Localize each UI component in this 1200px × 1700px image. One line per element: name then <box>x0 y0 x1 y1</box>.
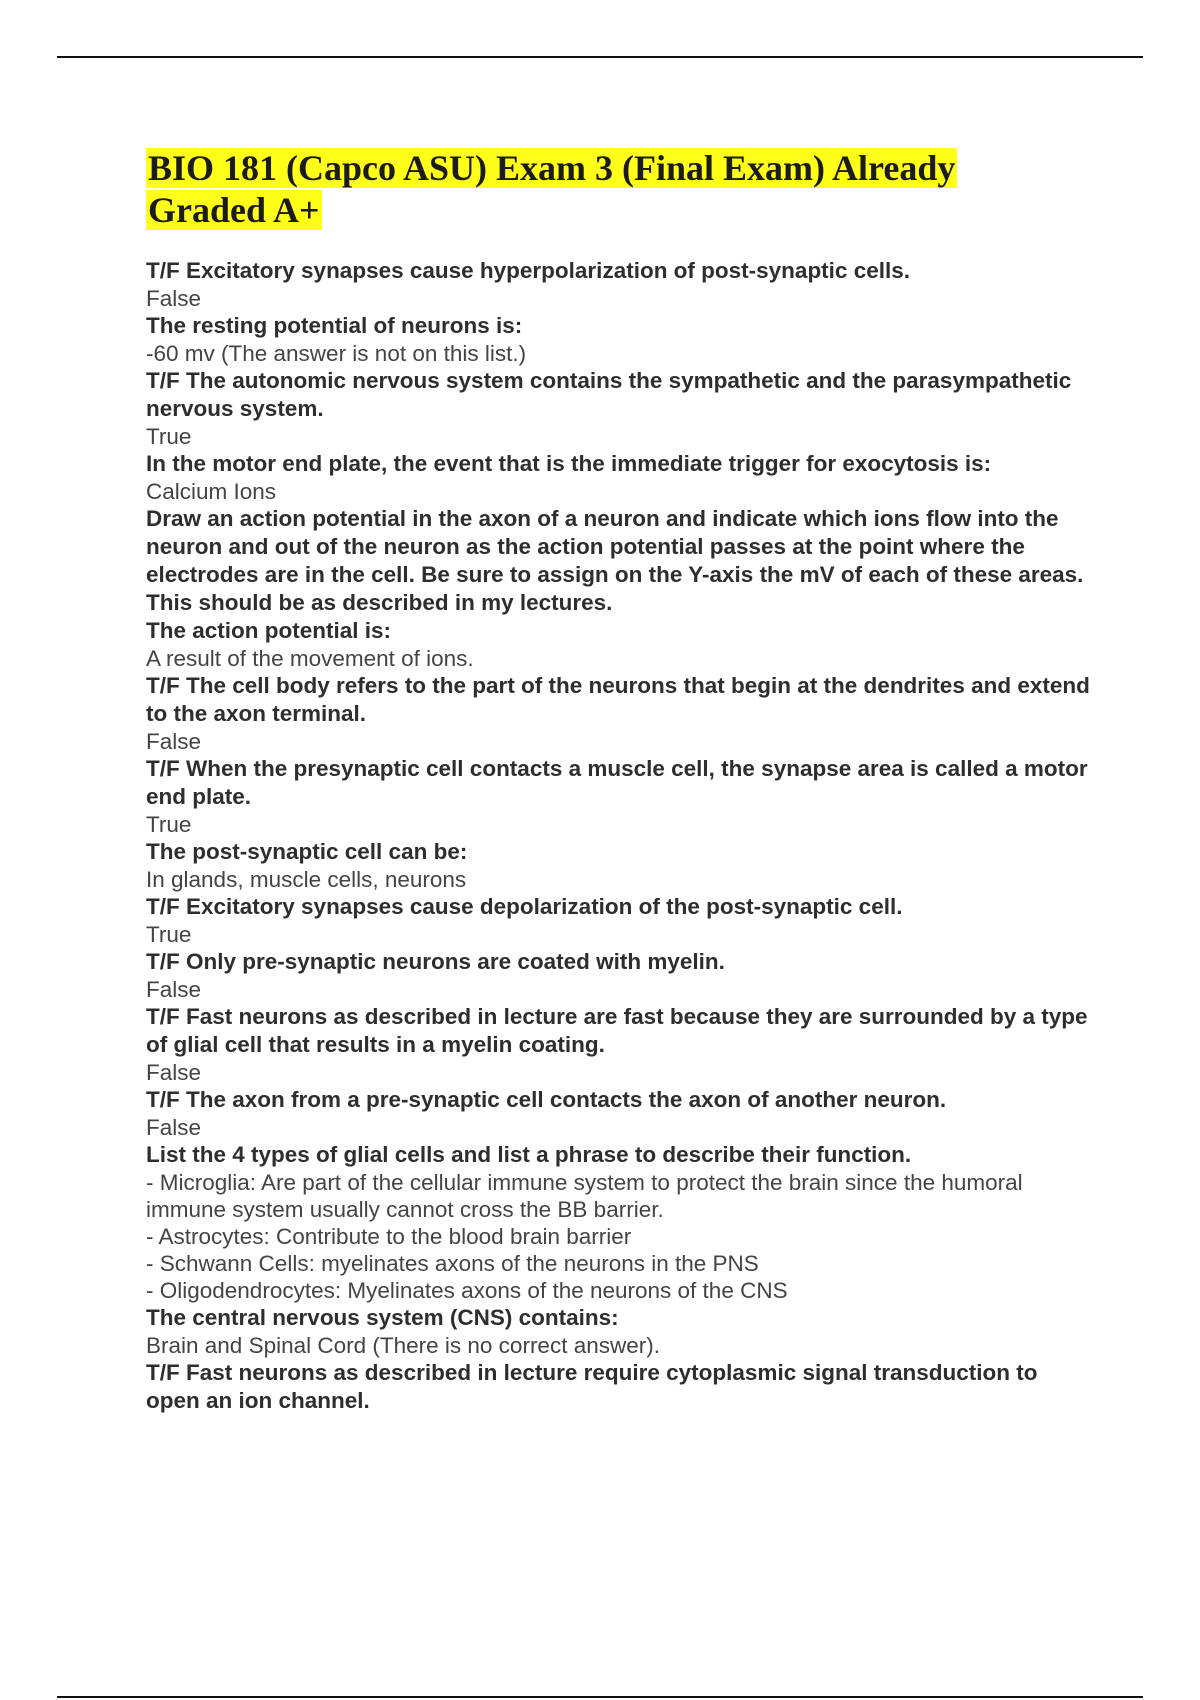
question-text: T/F Excitatory synapses cause hyperpolarization of post-synaptic cells. <box>146 258 910 283</box>
answer-text: False <box>146 729 202 754</box>
qa-list <box>146 257 1096 1415</box>
question-text: In the motor end plate, the event that is the immediate trigger for exocytosis is: <box>146 451 992 476</box>
answer-text: False <box>146 977 202 1002</box>
question-text: T/F Excitatory synapses cause depolarization of the post-synaptic cell. <box>146 894 903 919</box>
question-text: T/F When the presynaptic cell contacts a muscle cell, the synapse area is called a motor end plate. <box>146 756 1088 809</box>
question-text: The action potential is: <box>146 618 392 643</box>
top-rule <box>57 56 1143 58</box>
qa-item <box>146 1141 1096 1304</box>
answer-text: False <box>146 286 202 311</box>
answer-text: Brain and Spinal Cord (There is no correct answer). <box>146 1333 660 1358</box>
qa-item <box>146 948 1096 1003</box>
question-text: T/F Only pre-synaptic neurons are coated with myelin. <box>146 949 725 974</box>
question-text: T/F The autonomic nervous system contains the sympathetic and the parasympathetic nervous system. <box>146 368 1072 421</box>
qa-item <box>146 617 1096 672</box>
answer-text: True <box>146 922 192 947</box>
answer-text: False <box>146 1060 202 1085</box>
answer-text: Calcium Ions <box>146 479 277 504</box>
answer-text: - Schwann Cells: myelinates axons of the neurons in the PNS <box>146 1251 759 1276</box>
document-title <box>146 147 1026 231</box>
answer-text: True <box>146 812 192 837</box>
question-text: The central nervous system (CNS) contains: <box>146 1305 619 1330</box>
qa-item <box>146 1086 1096 1141</box>
document-body <box>146 147 1096 1415</box>
qa-item <box>146 672 1096 755</box>
document-title-text: BIO 181 (Capco ASU) Exam 3 (Final Exam) Already Graded A+ <box>148 148 956 230</box>
qa-item <box>146 257 1096 312</box>
qa-item <box>146 1304 1096 1359</box>
qa-item <box>146 367 1096 450</box>
answer-text: A result of the movement of ions. <box>146 646 474 671</box>
question-text: List the 4 types of glial cells and list a phrase to describe their function. <box>146 1142 912 1167</box>
qa-item <box>146 893 1096 948</box>
qa-item <box>146 505 1096 617</box>
answer-text: - Astrocytes: Contribute to the blood brain barrier <box>146 1224 632 1249</box>
qa-item <box>146 755 1096 838</box>
qa-item <box>146 1003 1096 1086</box>
question-text: T/F The cell body refers to the part of the neurons that begin at the dendrites and extend to the axon terminal. <box>146 673 1090 726</box>
question-text: Draw an action potential in the axon of a neuron and indicate which ions flow into the neuron and out of the neuron as the action potential passes at the point where the electrodes are in the cell. Be sure to assign on the Y-axis the mV of each of these areas. This should be as described in my lectures. <box>146 506 1084 615</box>
answer-text: - Oligodendrocytes: Myelinates axons of the neurons of the CNS <box>146 1278 788 1303</box>
question-text: The post-synaptic cell can be: <box>146 839 468 864</box>
answer-text: -60 mv (The answer is not on this list.) <box>146 341 527 366</box>
question-text: T/F The axon from a pre-synaptic cell contacts the axon of another neuron. <box>146 1087 947 1112</box>
qa-item <box>146 450 1096 505</box>
qa-item <box>146 312 1096 367</box>
answer-text: True <box>146 424 192 449</box>
answer-text: In glands, muscle cells, neurons <box>146 867 467 892</box>
answer-text: False <box>146 1115 202 1140</box>
qa-item <box>146 838 1096 893</box>
question-text: The resting potential of neurons is: <box>146 313 523 338</box>
question-text: T/F Fast neurons as described in lecture are fast because they are surrounded by a type of glial cell that results in a myelin coating. <box>146 1004 1088 1057</box>
qa-item <box>146 1359 1096 1415</box>
question-text: T/F Fast neurons as described in lecture require cytoplasmic signal transduction to open an ion channel. <box>146 1360 1038 1413</box>
bottom-rule <box>57 1696 1143 1698</box>
answer-text: - Microglia: Are part of the cellular immune system to protect the brain since the humoral immune system usually cannot cross the BB barrier. <box>146 1170 1023 1222</box>
